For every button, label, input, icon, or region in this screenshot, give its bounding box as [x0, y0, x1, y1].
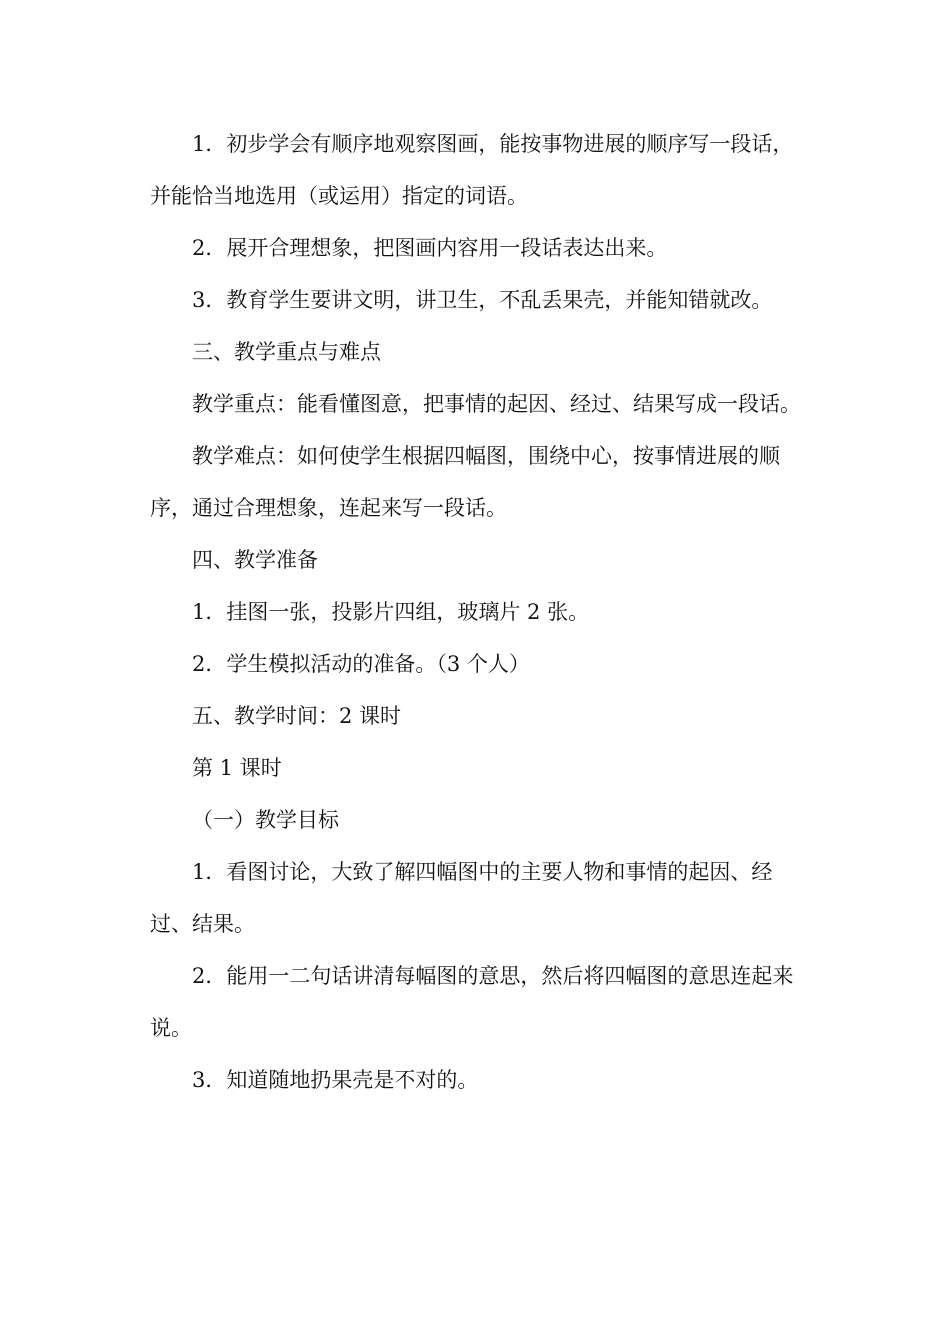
paragraph-preparation-2: 2．学生模拟活动的准备。（3 个人） [192, 652, 530, 676]
paragraph-objective-3: 3．知道随地扔果壳是不对的。 [192, 1068, 479, 1092]
subsection-heading-objectives: （一）教学目标 [192, 808, 339, 832]
lesson-heading: 第 1 课时 [192, 756, 282, 780]
paragraph-goal-2: 2．展开合理想象，把图画内容用一段话表达出来。 [192, 236, 668, 260]
document-body [150, 118, 810, 1106]
paragraph-objective-2: 2．能用一二句话讲清每幅图的意思，然后将四幅图的意思连起来说。 [150, 964, 794, 1040]
section-heading-key-points: 三、教学重点与难点 [192, 340, 381, 364]
paragraph-goal-3: 3．教育学生要讲文明，讲卫生，不乱丢果壳，并能知错就改。 [192, 288, 773, 312]
paragraph-difficulty: 教学难点：如何使学生根据四幅图，围绕中心，按事情进展的顺序，通过合理想象，连起来写一段话。 [150, 444, 780, 520]
paragraph-key-point: 教学重点：能看懂图意，把事情的起因、经过、结果写成一段话。 [192, 392, 801, 416]
paragraph-preparation-1: 1．挂图一张，投影片四组，玻璃片 2 张。 [192, 600, 590, 624]
section-heading-preparation: 四、教学准备 [192, 548, 318, 572]
paragraph-goal-1: 1．初步学会有顺序地观察图画，能按事物进展的顺序写一段话，并能恰当地选用（或运用）指定的词语。 [150, 132, 794, 208]
paragraph-objective-1: 1．看图讨论，大致了解四幅图中的主要人物和事情的起因、经过、结果。 [150, 860, 773, 936]
section-heading-time: 五、教学时间：2 课时 [192, 704, 402, 728]
